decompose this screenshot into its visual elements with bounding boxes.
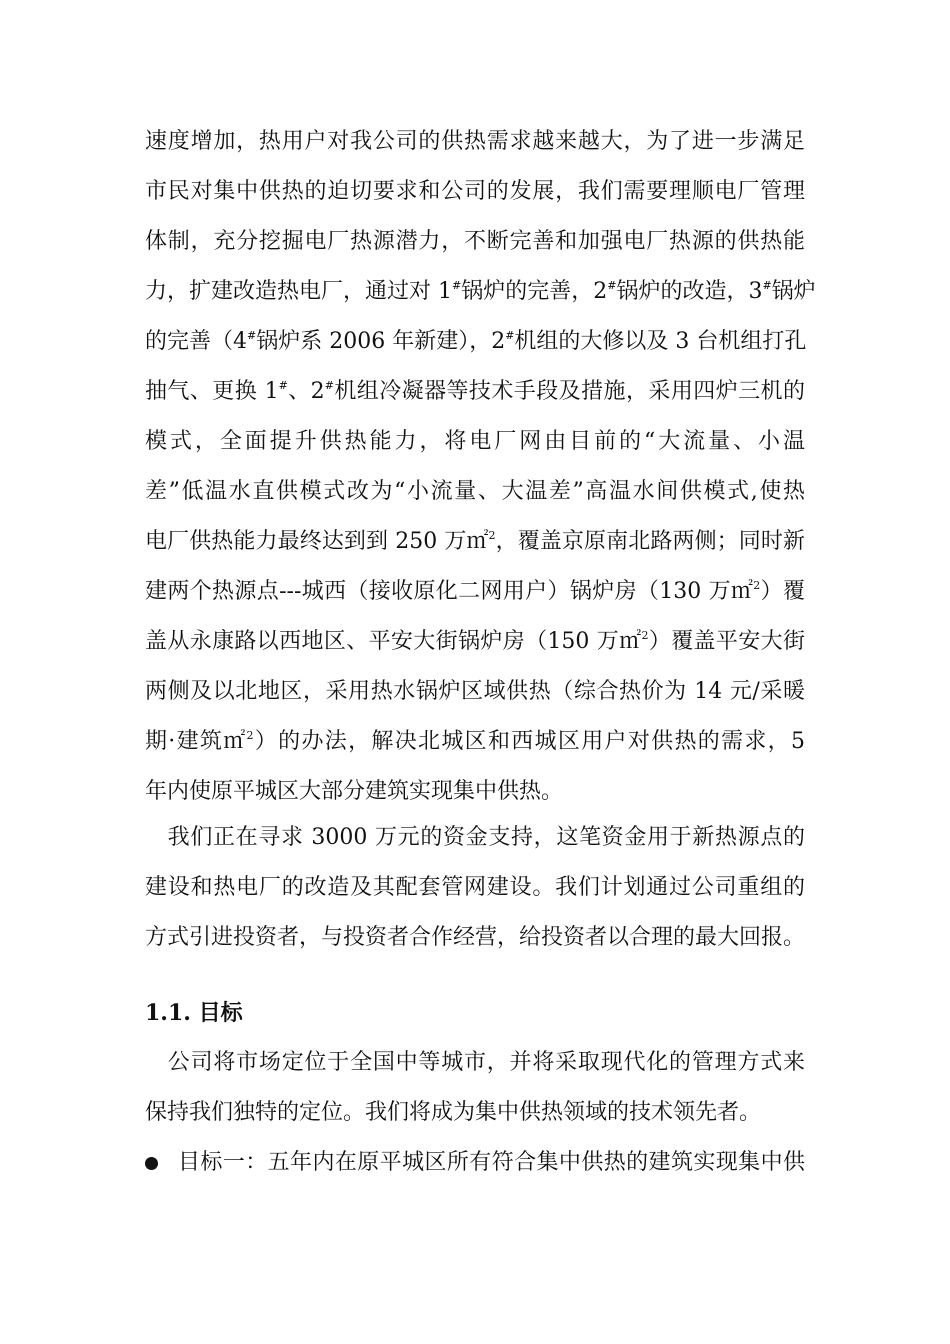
text-run: 市民对集中供热的迫切要求和公司的发展，我们需要理顺电厂管理: [145, 179, 805, 204]
text-run: 机组冷凝器等技术手段及措施，采用四炉三机的: [333, 379, 805, 404]
bullet-icon: [145, 1157, 158, 1170]
section-heading: 1.1. 目标: [145, 1000, 243, 1026]
paragraph-2-line: [145, 873, 805, 903]
text-run: 模式，全面提升供热能力，将电厂网由目前的“大流量、小温: [145, 429, 805, 454]
paragraph-1-line: [145, 327, 805, 357]
paragraph-1-line: [145, 427, 805, 457]
text-run: 锅炉: [771, 279, 816, 304]
text-run: 建设和热电厂的改造及其配套管网建设。我们计划通过公司重组的: [145, 875, 805, 900]
text-run: 体制，充分挖掘电厂热源潜力，不断完善和加强电厂热源的供热能: [145, 229, 805, 254]
text-run: 方式引进投资者，与投资者合作经营，给投资者以合理的最大回报。: [145, 925, 806, 950]
text-run: 机组的大修以及 3 台机组打孔: [514, 329, 807, 354]
superscript: #: [278, 379, 288, 392]
superscript: 2: [488, 529, 496, 542]
text-run: 两侧及以北地区，采用热水锅炉区域供热（综合热价为 14 元/采暖: [145, 679, 805, 704]
paragraph-1-line: [145, 727, 805, 757]
text-run: 期·建筑㎡: [145, 729, 247, 754]
text-run: 锅炉的改造，3: [616, 279, 763, 304]
superscript: #: [505, 329, 515, 342]
paragraph-1-line: [145, 277, 816, 307]
text-run: 、2: [287, 379, 325, 404]
text-run: ）的办法，解决北城区和西城区用户对供热的需求，5: [253, 729, 805, 754]
text-run: 我们正在寻求 3000 万元的资金支持，这笔资金用于新热源点的: [145, 825, 805, 850]
text-run: 的完善（4: [145, 329, 247, 354]
text-run: 速度增加，热用户对我公司的供热需求越来越大，为了进一步满足: [145, 129, 805, 154]
text-run: 力，扩建改造热电厂，通过对 1: [145, 279, 452, 304]
paragraph-2-line: [145, 823, 805, 853]
paragraph-1-line: [145, 177, 805, 207]
superscript: 2: [641, 629, 649, 642]
paragraph-3-line: [145, 1048, 805, 1078]
text-run: 保持我们独特的定位。我们将成为集中供热领域的技术领先者。: [145, 1100, 762, 1125]
text-run: 盖从永康路以西地区、平安大街锅炉房（150 万㎡: [145, 629, 642, 654]
superscript: #: [762, 279, 772, 292]
paragraph-1-line: [145, 377, 805, 407]
paragraph-3-line: [145, 1098, 805, 1128]
text-run: 差”低温水直供模式改为“小流量、大温差”高温水间供模式,使热: [145, 479, 805, 504]
text-run: ，覆盖京原南北路两侧；同时新: [495, 529, 805, 554]
text-run: 锅炉系 2006 年新建），2: [256, 329, 506, 354]
paragraph-1-line: [145, 477, 805, 507]
paragraph-1-line: [145, 677, 805, 707]
superscript: 2: [246, 729, 254, 742]
superscript: #: [247, 329, 257, 342]
text-run: 抽气、更换 1: [145, 379, 279, 404]
bullet-item: 目标一：五年内在原平城区所有符合集中供热的建筑实现集中供: [178, 1150, 805, 1175]
superscript: 2: [753, 579, 761, 592]
superscript: #: [607, 279, 617, 292]
superscript: #: [324, 379, 334, 392]
text-run: 建两个热源点---城西（接收原化二网用户）锅炉房（130 万㎡: [145, 579, 754, 604]
text-run: 电厂供热能力最终达到到 250 万㎡: [145, 529, 489, 554]
text-run: 年内使原平城区大部分建筑实现集中供热。: [145, 779, 564, 804]
text-run: 锅炉的完善，2: [461, 279, 608, 304]
superscript: #: [452, 279, 462, 292]
paragraph-1-line: [145, 527, 805, 557]
text-run: ）覆盖平安大街: [648, 629, 805, 654]
paragraph-2-line: [145, 923, 805, 953]
paragraph-1-line: [145, 627, 805, 657]
paragraph-1-line: [145, 227, 805, 257]
paragraph-1-line: [145, 127, 805, 157]
paragraph-1-line: [145, 777, 805, 807]
text-run: ）覆: [760, 579, 805, 604]
text-run: 公司将市场定位于全国中等城市，并将采取现代化的管理方式来: [145, 1050, 805, 1075]
paragraph-1-line: [145, 577, 805, 607]
